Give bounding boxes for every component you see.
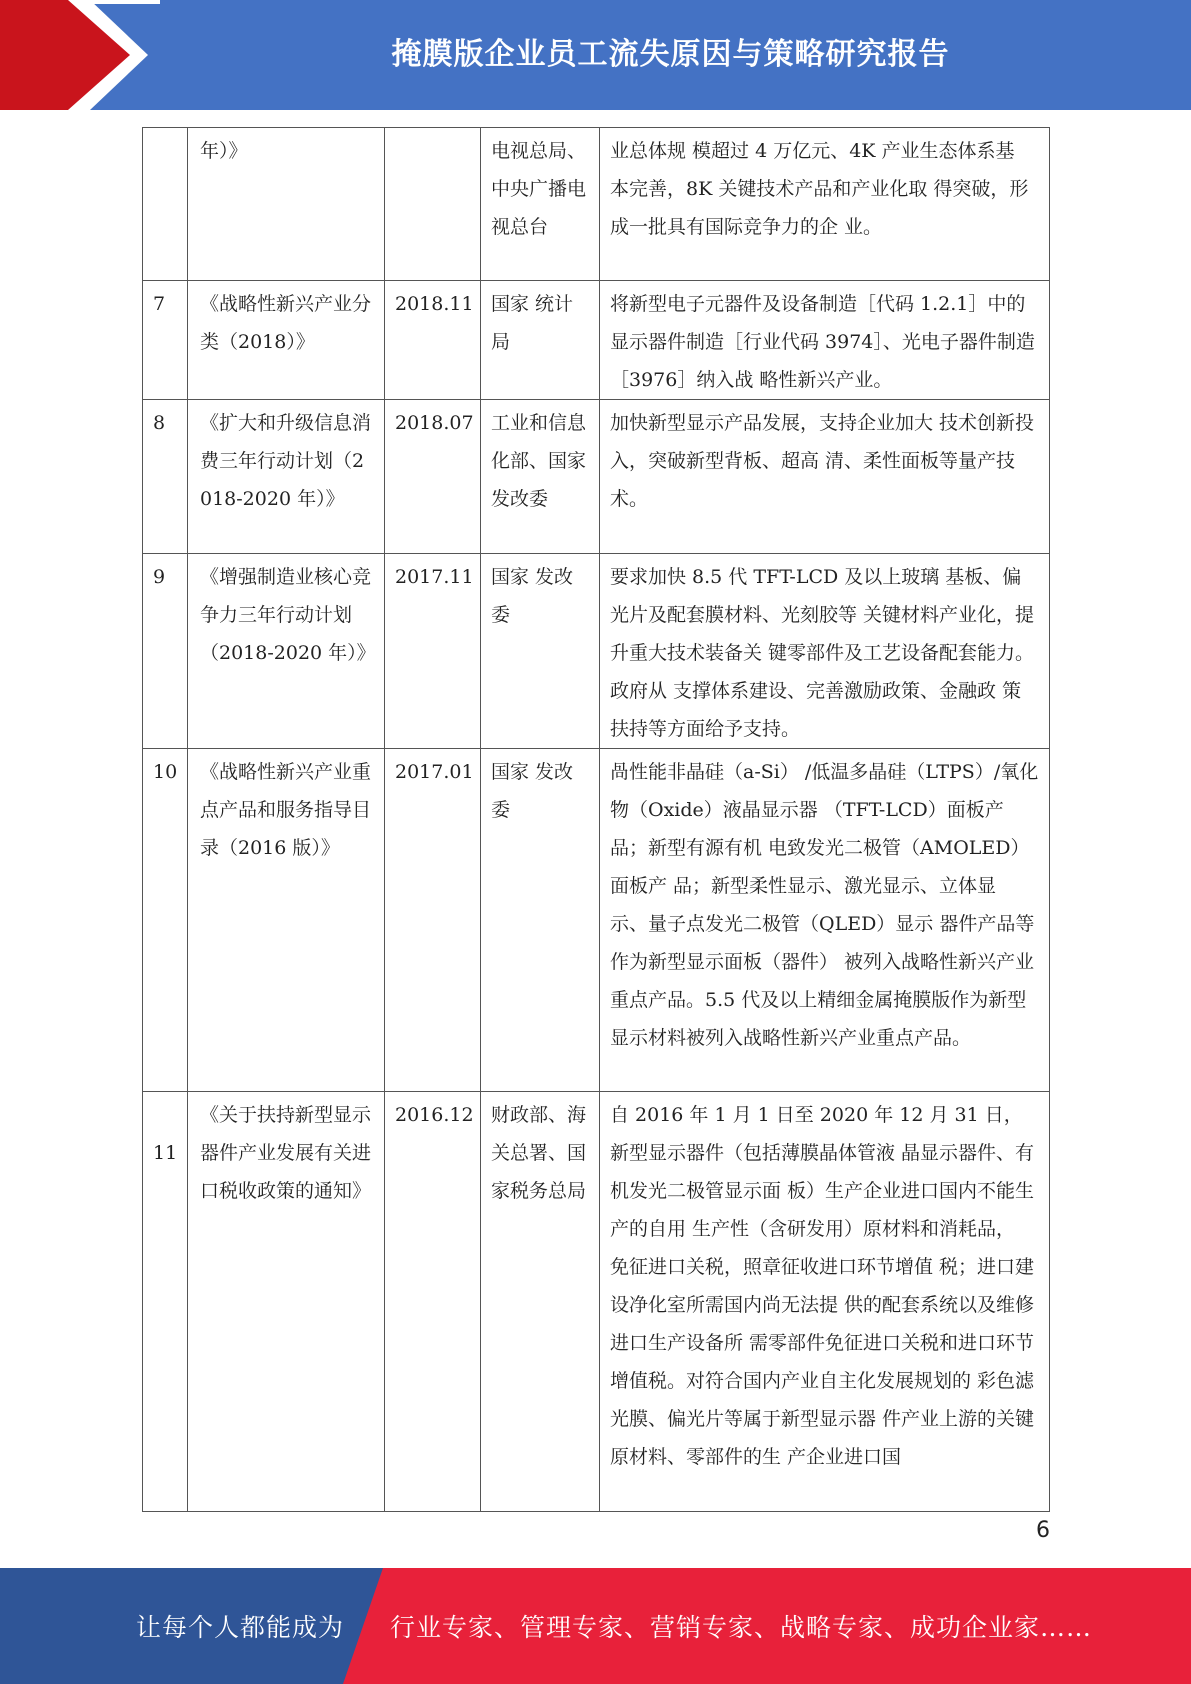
release-date: 2017.11 <box>385 554 481 749</box>
policy-content: 咼性能非晶硅（a-Si） /低温多晶硅（LTPS）/氧化物（Oxide）液晶显示器 （TFT-LCD）面板产品；新型有源有机 电致发光二极管（AMOLED）面板产 品；新型柔性显示、激光显示、立体显 示、量子点发光二极管（QLED）显示 器件产品等作为新型显示面板（器件） 被列入战略性新兴产业重点产品。5.5 代及以上精细金属掩膜版作为新型显示材料被列入战略性新兴产业重点产品。 <box>600 749 1050 1092</box>
release-date <box>385 128 481 281</box>
row-number: 7 <box>143 281 188 400</box>
table-row <box>143 281 1050 400</box>
table-row <box>143 1092 1050 1512</box>
row-number: 11 <box>143 1092 188 1512</box>
header-arrow-decoration <box>0 0 160 110</box>
row-number: 8 <box>143 400 188 554</box>
policy-content: 将新型电子元器件及设备制造［代码 1.2.1］中的显示器件制造［行业代码 3974］、光电子器件制造［3976］纳入战 略性新兴产业。 <box>600 281 1050 400</box>
policy-content: 加快新型显示产品发展，支持企业加大 技术创新投入，突破新型背板、超高 清、柔性面板等量产技术。 <box>600 400 1050 554</box>
row-number: 9 <box>143 554 188 749</box>
policy-content: 要求加快 8.5 代 TFT-LCD 及以上玻璃 基板、偏光片及配套膜材料、光刻胶等 关键材料产业化，提升重大技术装备关 键零部件及工艺设备配套能力。政府从 支撑体系建设、完善激励政策、金融政 策扶持等方面给予支持。 <box>600 554 1050 749</box>
table-row <box>143 400 1050 554</box>
issuing-agency: 工业和信息化部、国家发改委 <box>481 400 600 554</box>
table-row <box>143 128 1050 281</box>
table-row <box>143 749 1050 1092</box>
header-bar <box>0 0 1191 110</box>
policy-title: 《关于扶持新型显示器件产业发展有关进口税收政策的通知》 <box>188 1092 385 1512</box>
release-date: 2016.12 <box>385 1092 481 1512</box>
issuing-agency: 国家 发改委 <box>481 749 600 1092</box>
release-date: 2018.07 <box>385 400 481 554</box>
issuing-agency: 国家 统计局 <box>481 281 600 400</box>
row-number <box>143 128 188 281</box>
policy-title: 《扩大和升级信息消费三年行动计划（2018-2020 年）》 <box>188 400 385 554</box>
release-date: 2018.11 <box>385 281 481 400</box>
policy-content: 业总体规 模超过 4 万亿元、4K 产业生态体系基 本完善，8K 关键技术产品和产业化取 得突破，形成一批具有国际竞争力的企 业。 <box>600 128 1050 281</box>
policy-title: 《战略性新兴产业分类（2018）》 <box>188 281 385 400</box>
footer-slogan-left: 让每个人都能成为 <box>135 1613 344 1642</box>
policy-content: 自 2016 年 1 月 1 日至 2020 年 12 月 31 日，新型显示器件（包括薄膜晶体管液 晶显示器件、有机发光二极管显示面 板）生产企业进口国内不能生产的自用 生产性（含研发用）原材料和消耗品， 免征进口关税，照章征收进口环节增值 税；进口建设净化室所需国内尚无法提 供的配套系统以及维修进口生产设备所 需零部件免征进口关税和进口环节增值税。对符合国内产业自主化发展规划的 彩色滤光膜、偏光片等属于新型显示器 件产业上游的关键原材料、零部件的生 产企业进口国 <box>600 1092 1050 1512</box>
issuing-agency: 电视总局、中央广播电视总台 <box>481 128 600 281</box>
footer-banner <box>0 1568 1191 1684</box>
policy-table <box>142 127 1050 1512</box>
release-date: 2017.01 <box>385 749 481 1092</box>
table-row <box>143 554 1050 749</box>
footer-slogan-right: 行业专家、管理专家、营销专家、战略专家、成功企业家…… <box>390 1613 1093 1642</box>
policy-title: 《战略性新兴产业重点产品和服务指导目录（2016 版）》 <box>188 749 385 1092</box>
issuing-agency: 国家 发改委 <box>481 554 600 749</box>
policy-title: 《增强制造业核心竞争力三年行动计划（2018-2020 年）》 <box>188 554 385 749</box>
document-title: 掩膜版企业员工流失原因与策略研究报告 <box>391 37 950 72</box>
issuing-agency: 财政部、海关总署、国家税务总局 <box>481 1092 600 1512</box>
policy-table-container <box>142 127 1049 1512</box>
page-number: 6 <box>1036 1518 1050 1543</box>
policy-title: 年）》 <box>188 128 385 281</box>
row-number: 10 <box>143 749 188 1092</box>
